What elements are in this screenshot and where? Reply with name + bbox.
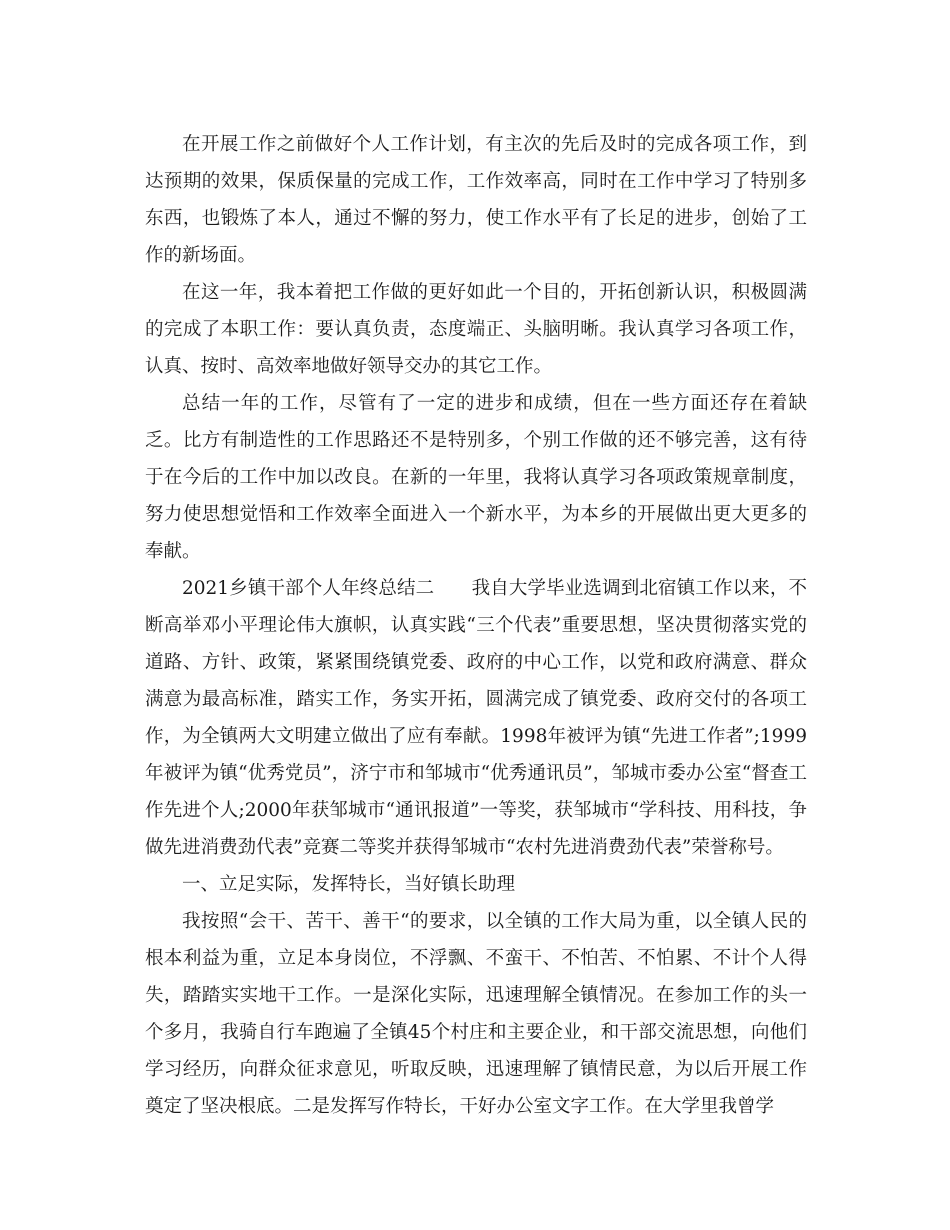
document-body (145, 126, 807, 1125)
paragraph-requirements: 我按照“会干、苦干、善干“的要求，以全镇的工作大局为重，以全镇人民的根本利益为重，立足本身岗位，不浮飘、不蛮干、不怕苦、不怕累、不计个人得失，踏踏实实地干工作。一是深化实际，迅速理解全镇情况。在参加工作的头一个多月，我骑自行车跑遍了全镇45个村庄和主要企业，和干部交流思想，向他们学习经历，向群众征求意见，听取反映，迅速理解了镇情民意，为以后开展工作奠定了坚决根底。二是发挥写作特长，干好办公室文字工作。在大学里我曾学 (145, 911, 807, 1117)
paragraph-work-plan: 在开展工作之前做好个人工作计划，有主次的先后及时的完成各项工作，到达预期的效果，保质保量的完成工作，工作效率高，同时在工作中学习了特别多东西，也锻炼了本人，通过不懈的努力，使工作水平有了长足的进步，创始了工作的新场面。 (145, 134, 807, 266)
paragraph-summary-two: 2021乡镇干部个人年终总结二 我自大学毕业选调到北宿镇工作以来，不断高举邓小平理论伟大旗帜，认真实践“三个代表”重要思想，坚决贯彻落实党的道路、方针、政策，紧紧围绕镇党委、政府的中心工作，以党和政府满意、群众满意为最高标准，踏实工作，务实开拓，圆满完成了镇党委、政府交付的各项工作，为全镇两大文明建立做出了应有奉献。1998年被评为镇“先进工作者”;1999年被评为镇“优秀党员”，济宁市和邹城市“优秀通讯员”，邹城市委办公室“督查工作先进个人;2000年获邹城市“通讯报道”一等奖，获邹城市“学科技、用科技，争做先进消费劲代表”竞赛二等奖并获得邹城市“农村先进消费劲代表”荣誉称号。 (145, 578, 807, 858)
section-heading: 一、立足实际，发挥特长，当好镇长助理 (182, 874, 516, 895)
paragraph-this-year: 在这一年，我本着把工作做的更好如此一个目的，开拓创新认识，积极圆满的完成了本职工作：要认真负责，态度端正、头脑明晰。我认真学习各项工作，认真、按时、高效率地做好领导交办的其它工作。 (145, 282, 807, 377)
paragraph-summary: 总结一年的工作，尽管有了一定的进步和成绩，但在一些方面还存在着缺乏。比方有制造性的工作思路还不是特别多，个别工作做的还不够完善，这有待于在今后的工作中加以改良。在新的一年里，我将认真学习各项政策规章制度，努力使思想觉悟和工作效率全面进入一个新水平，为本乡的开展做出更大更多的奉献。 (145, 393, 807, 562)
